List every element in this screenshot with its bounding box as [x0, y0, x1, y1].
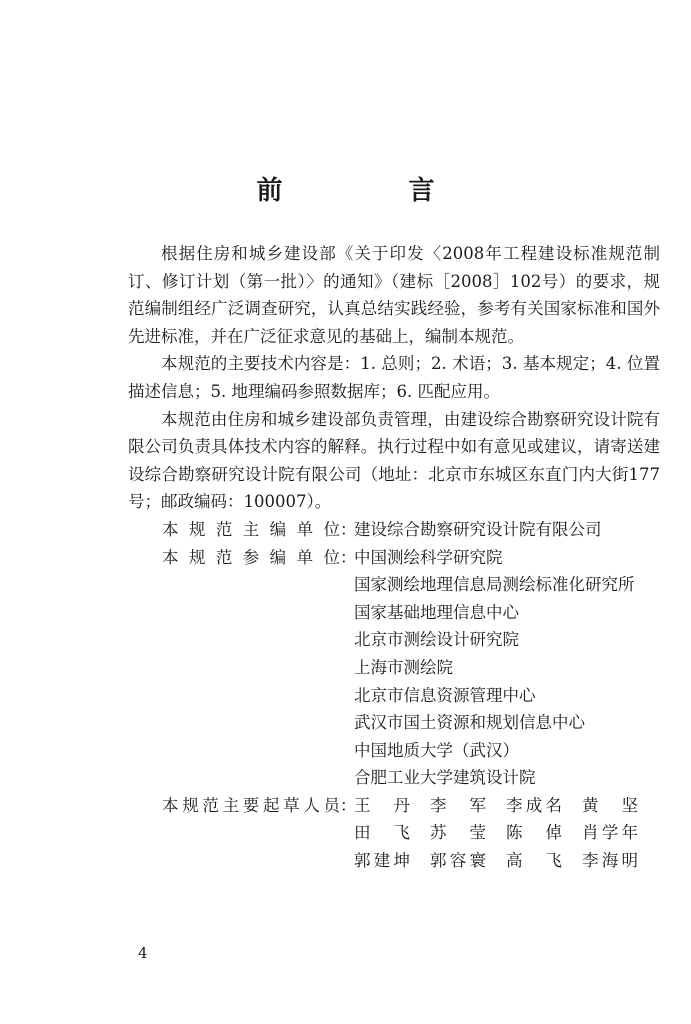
participating-unit: 合肥工业大学建筑设计院 — [354, 768, 536, 788]
drafter-line — [354, 847, 660, 875]
drafter-name: 黄 坚 — [582, 795, 638, 815]
page-title: 前 言 — [256, 176, 485, 206]
drafter-name: 陈 倬 — [506, 823, 562, 843]
participating-units-row — [128, 544, 660, 572]
chief-unit-value: 建设综合勘察研究设计院有限公司 — [354, 519, 602, 539]
participating-units-label: 本规范参编单位 — [162, 547, 340, 567]
body-text — [128, 240, 660, 875]
paragraph: 本规范由住房和城乡建设部负责管理，由建设综合勘察研究设计院有限公司负责具体技术内容的解释。执行过程中如有意见或建议，请寄送建设综合勘察研究设计院有限公司（地址：北京市东城区东直门内大街177号；邮政编码：100007）。 — [128, 409, 660, 512]
colon: ： — [340, 519, 357, 539]
participating-unit: 武汉市国土资源和规划信息中心 — [354, 713, 585, 733]
drafter-name: 郭建坤 — [354, 851, 410, 871]
page-number: 4 — [138, 944, 148, 962]
chief-unit-row — [128, 516, 660, 544]
drafter-name: 李成名 — [506, 795, 562, 815]
participating-unit: 上海市测绘院 — [354, 657, 453, 677]
drafter-name: 郭容寰 — [430, 851, 486, 871]
paragraph: 本规范的主要技术内容是：1. 总则；2. 术语；3. 基本规定；4. 位置描述信息；5. 地理编码参照数据库；6. 匹配应用。 — [128, 354, 660, 401]
drafters-label: 本规范主要起草人员 — [162, 795, 340, 815]
participating-unit: 中国地质大学（武汉） — [354, 740, 519, 760]
colon: ： — [340, 547, 357, 567]
paragraph: 根据住房和城乡建设部《关于印发〈2008年工程建设标准规范制订、修订计划（第一批）〉的通知》（建标［2008］102号）的要求，规范编制组经广泛调查研究，认真总结实践经验，参考有关国家标准和国外先进标准，并在广泛征求意见的基础上，编制本规范。 — [128, 244, 660, 346]
drafter-name: 李 军 — [430, 795, 486, 815]
drafter-name: 肖学年 — [582, 823, 638, 843]
participating-unit: 国家测绘地理信息局测绘标准化研究所 — [354, 575, 635, 595]
participating-units-list — [354, 571, 660, 792]
drafter-name: 高 飞 — [506, 851, 562, 871]
drafter-line — [354, 819, 660, 847]
participating-unit: 中国测绘科学研究院 — [354, 547, 503, 567]
drafters-row — [128, 792, 660, 820]
drafter-name: 李海明 — [582, 851, 638, 871]
colon: ： — [340, 795, 357, 815]
drafter-name: 王 丹 — [354, 795, 410, 815]
participating-unit: 国家基础地理信息中心 — [354, 602, 519, 622]
participating-unit: 北京市信息资源管理中心 — [354, 685, 536, 705]
drafter-name: 田 飞 — [354, 823, 410, 843]
participating-unit: 北京市测绘设计研究院 — [354, 630, 519, 650]
drafter-name: 苏 莹 — [430, 823, 486, 843]
chief-unit-label: 本规范主编单位 — [162, 519, 340, 539]
drafter-line — [354, 792, 660, 820]
